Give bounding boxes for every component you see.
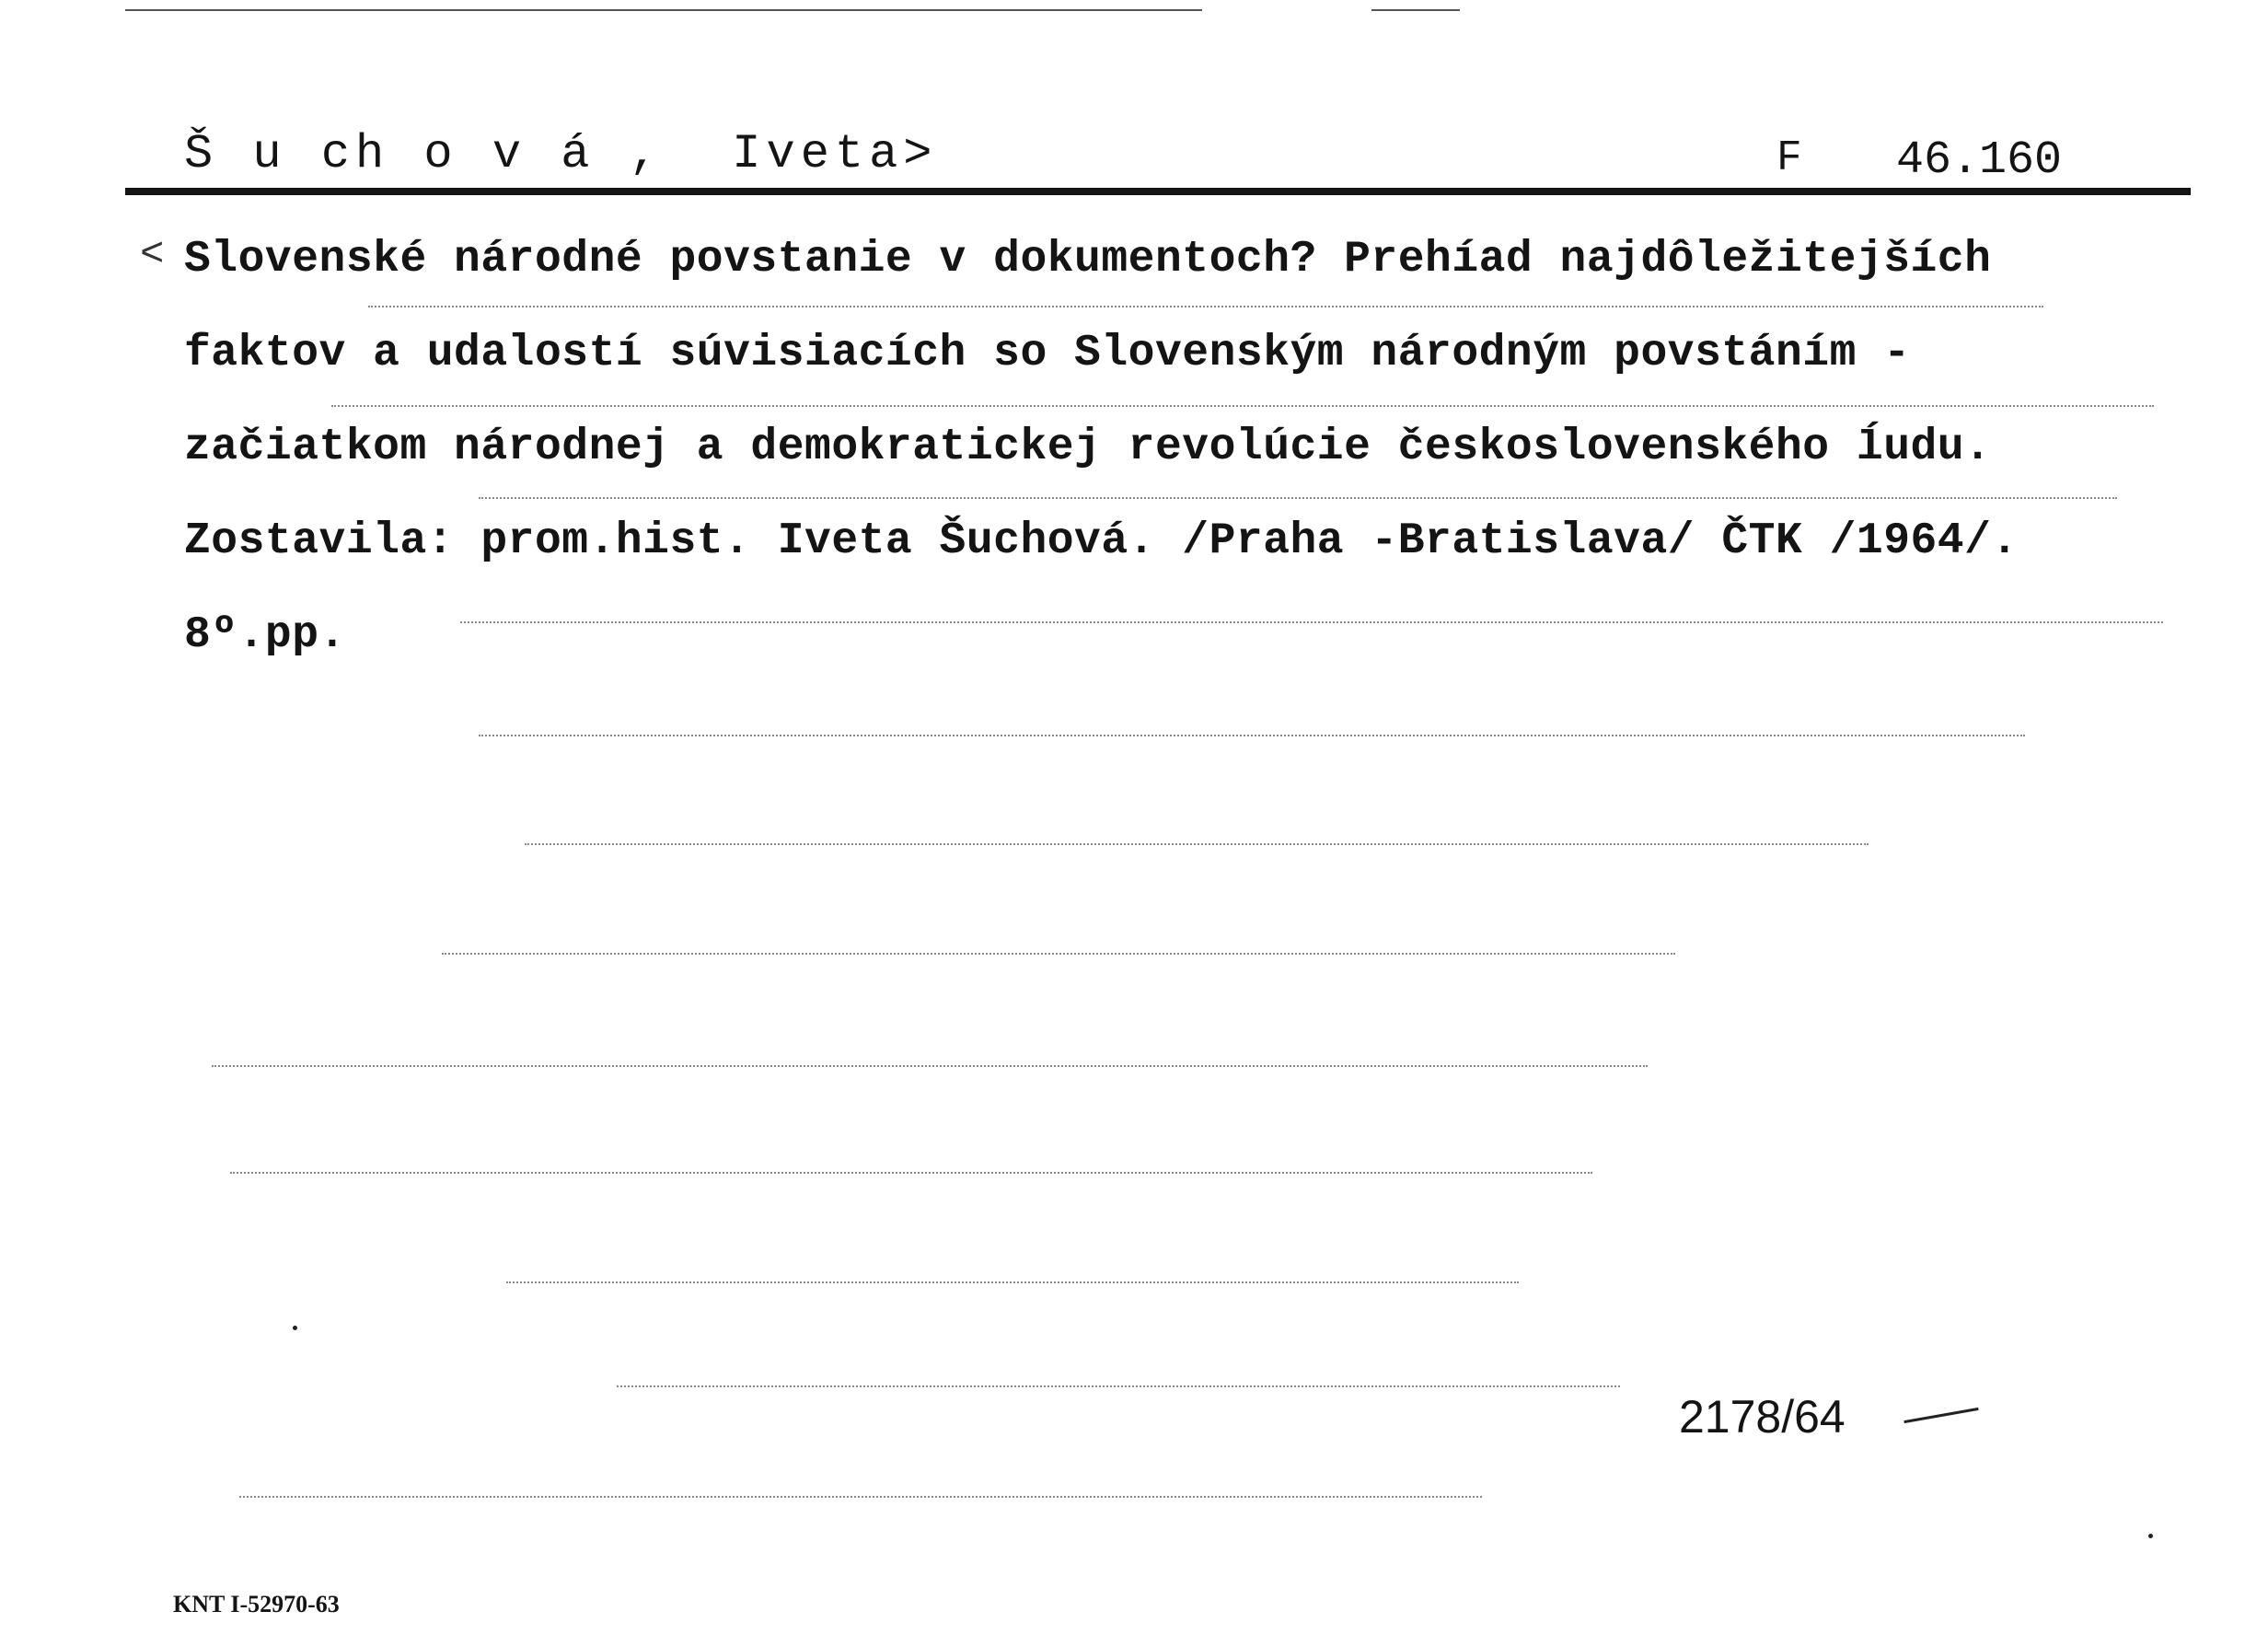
signature-class: F xyxy=(1776,134,1802,182)
printer-mark: KNT I-52970-63 xyxy=(173,1591,340,1617)
ink-dot xyxy=(2148,1534,2153,1538)
bracket-mark: < xyxy=(140,232,165,278)
guide-line xyxy=(525,843,1869,845)
description-line: Zostavila: prom.hist. Iveta Šuchová. /Praha -Bratislava/ ČTK /1964/. xyxy=(184,516,2019,566)
guide-line xyxy=(239,1496,1482,1498)
description-line: 8º.pp. xyxy=(184,610,346,660)
guide-line xyxy=(479,497,2117,499)
heading-rule xyxy=(125,188,2191,195)
description-line: Slovenské národné povstanie v dokumentoch? Prehíad najdôležitejších xyxy=(184,235,1992,284)
ink-dot xyxy=(293,1326,297,1330)
guide-line xyxy=(506,1281,1519,1283)
guide-line xyxy=(617,1385,1620,1387)
guide-line xyxy=(212,1065,1648,1067)
guide-line xyxy=(331,405,2154,407)
author-name: Š u ch o v á , Iveta> xyxy=(184,127,938,181)
heading-row xyxy=(184,127,2191,193)
guide-line xyxy=(368,306,2043,307)
guide-line xyxy=(442,953,1675,955)
description-line: začiatkom národnej a demokratickej revolúcie československého ĺudu. xyxy=(184,423,1992,472)
top-rule-right xyxy=(1371,9,1460,11)
guide-line xyxy=(460,621,2163,623)
guide-line xyxy=(230,1172,1592,1174)
description-line: faktov a udalostí súvisiacích so Slovenským národným povstáním - xyxy=(184,329,1911,378)
signature-number: 46.160 xyxy=(1896,134,2063,187)
top-rule-left xyxy=(125,9,1202,11)
accession-number: 2178/64 xyxy=(1679,1391,1846,1443)
accession-dash xyxy=(1904,1408,1978,1423)
guide-line xyxy=(479,735,2025,736)
